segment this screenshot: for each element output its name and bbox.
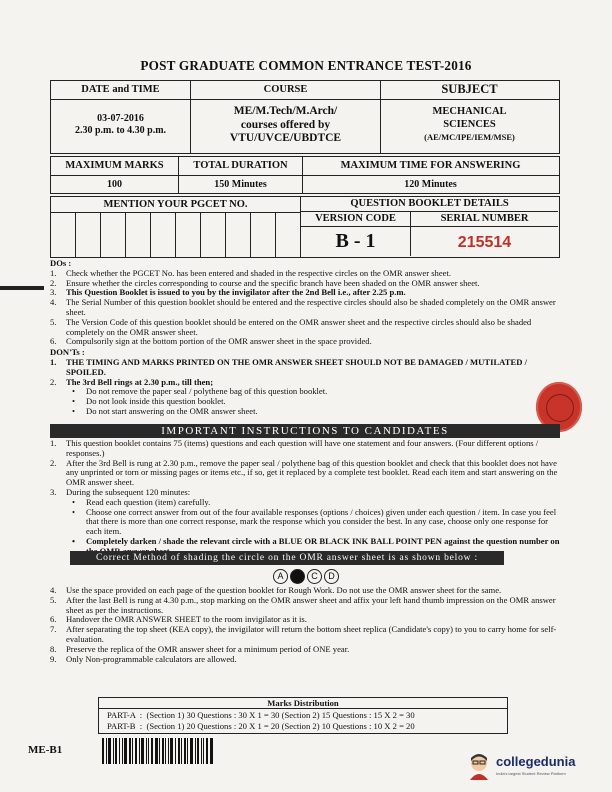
pgcet-digit-box[interactable] <box>76 213 101 257</box>
avatar-icon <box>466 752 492 780</box>
max-time-label: MAXIMUM TIME FOR ANSWERING <box>340 160 521 171</box>
exam-time: 2.30 p.m. to 4.30 p.m. <box>74 125 167 136</box>
pgcet-digit-box[interactable] <box>201 213 226 257</box>
subject-line-3: (AE/MC/IPE/IEM/MSE) <box>424 132 515 142</box>
subject-line-2: SCIENCES <box>443 119 496 130</box>
collegedunia-watermark <box>466 752 606 782</box>
list-item: 3. During the subsequent 120 minutes: <box>50 486 191 497</box>
pgcet-digit-box[interactable] <box>101 213 126 257</box>
version-code-label: VERSION CODE <box>301 212 411 226</box>
course-line-3: VTU/UVCE/UBDTCE <box>229 132 342 144</box>
total-duration-value: 150 Minutes <box>179 176 303 193</box>
pgcet-digit-box[interactable] <box>276 213 298 257</box>
exam-date: 03-07-2016 <box>97 113 144 124</box>
list-item: 6. Compulsorily sign at the bottom portion of the OMR answer sheet in the space provided. <box>50 336 372 347</box>
list-item: 2. After the 3rd Bell is rung at 2.30 p.m., remove the paper seal / polythene bag of this question booklet and check that this booklet does not have any unprinted or torn or missing pages or items etc., if so, get it replaced by a complete test booklet. Read each item and start answering on the OMR answer sheet. <box>50 457 558 488</box>
barcode <box>102 738 222 764</box>
donts-heading: DON'Ts : <box>50 347 85 358</box>
pgcet-digit-box[interactable] <box>126 213 151 257</box>
list-item: 4. The Serial Number of this question booklet should be entered and the respective circles should also be shaded completely on the OMR answer sheet. <box>50 297 556 317</box>
course-line-2: courses offered by <box>240 118 331 131</box>
pgcet-label: MENTION YOUR PGCET NO. <box>51 197 300 213</box>
part-a-row: PART-A : (Section 1) 30 Questions : 30 X 1 = 30 (Section 2) 15 Questions : 15 X 2 = 30 <box>107 710 415 720</box>
instructions-heading: IMPORTANT INSTRUCTIONS TO CANDIDATES <box>50 424 560 438</box>
max-marks-value: 100 <box>51 176 179 193</box>
option-bubble: A <box>273 569 288 584</box>
subject-label: SUBJECT <box>441 82 498 96</box>
brand-tagline: India's largest Student Review Platform <box>496 771 566 776</box>
subject-line-1: MECHANICAL <box>432 106 507 117</box>
list-item: 1. THE TIMING AND MARKS PRINTED ON THE OMR ANSWER SHEET SHOULD NOT BE DAMAGED / MUTILATED / SPOILED. <box>50 356 527 377</box>
bullet-item: • Choose one correct answer from out of the four available responses (options / choices) given under each question / item. In case you feel that there is more than one correct response, mark the response which you consider the best. In any case, choose only one response for each item. <box>72 506 557 537</box>
max-marks-label: MAXIMUM MARKS <box>51 157 179 175</box>
serial-number-value: 215514 <box>457 234 512 251</box>
option-bubble: C <box>307 569 322 584</box>
version-code-value: B - 1 <box>301 227 411 256</box>
bullet-item: • Completely darken / shade the relevant circle with a BLUE OR BLACK INK BALL POINT PEN against the question number on <box>72 535 560 546</box>
pgcet-digit-box[interactable] <box>51 213 76 257</box>
pgcet-booklet-table <box>50 196 560 258</box>
max-time-value: 120 Minutes <box>404 179 457 190</box>
course-line-1: ME/M.Tech/M.Arch/ <box>233 105 338 117</box>
list-item: 1. This question booklet contains 75 (items) questions and each question will have one statement and four answers. (Four different options / responses.) <box>50 438 539 458</box>
filled-bubble: B <box>290 569 305 584</box>
serial-number-label: SERIAL NUMBER <box>440 213 529 224</box>
list-item: 6. Handover the OMR ANSWER SHEET to the room invigilator as it is. <box>50 614 307 625</box>
list-item: 4. Use the space provided on each page of the question booklet for Rough Work. Do not use the OMR answer sheet for the same. <box>50 585 502 595</box>
booklet-details-label: QUESTION BOOKLET DETAILS <box>301 197 558 212</box>
part-b-row: PART-B : (Section 1) 20 Questions : 20 X 1 = 20 (Section 2) 10 Questions : 10 X 2 = 20 <box>107 721 415 731</box>
option-bubble: D <box>324 569 339 584</box>
instructions-section <box>50 439 562 557</box>
course-label: COURSE <box>191 81 381 99</box>
pgcet-entry-boxes[interactable] <box>51 213 300 257</box>
header-table <box>50 80 560 154</box>
list-item: 5. After the last Bell is rung at 4.30 p.m., stop marking on the OMR answer sheet and affix your left hand thumb impression on the OMR answer sheet as per the instructions. <box>50 594 556 615</box>
list-item: 2. Ensure whether the circles corresponding to course and the specific branch have been shaded on the OMR answer sheet. <box>50 277 480 288</box>
pgcet-digit-box[interactable] <box>251 213 276 257</box>
list-item: 3. This Question Booklet is issued to you by the invigilator after the 2nd Bell i.e., after 2.25 p.m. <box>50 287 406 298</box>
edge-mark <box>0 286 44 290</box>
list-item: 7. After separating the top sheet (KEA copy), the invigilator will return the bottom sheet replica (Candidate's copy) to you to carry home for self-evaluation. <box>50 624 557 644</box>
list-item: 1. Check whether the PGCET No. has been entered and shaded in the respective circles on the OMR answer sheet. <box>50 267 452 278</box>
pgcet-digit-box[interactable] <box>176 213 201 257</box>
shading-method-bar: Correct Method of shading the circle on the OMR answer sheet is as shown below : <box>70 551 504 565</box>
brand-name: collegedunia <box>496 754 576 769</box>
bullet-item: • Read each question (item) carefully. <box>72 496 211 507</box>
exam-title: POST GRADUATE COMMON ENTRANCE TEST-2016 <box>140 58 472 73</box>
instructions-section-2 <box>50 586 562 664</box>
marks-distribution-box <box>98 697 508 734</box>
bullet-item: • Do not start answering on the OMR answer sheet. <box>72 405 258 416</box>
list-item: 5. The Version Code of this question booklet should be entered on the OMR answer sheet and the respective circles should also be shaded completely on the OMR answer sheet. <box>50 316 532 337</box>
marks-distribution-heading: Marks Distribution <box>99 698 507 709</box>
bullet-item: • Do not look inside this question booklet. <box>72 396 226 407</box>
bullet-item: • Do not remove the paper seal / polythene bag of this question booklet. <box>72 386 328 397</box>
list-item: 8. Preserve the replica of the OMR answer sheet for a minimum period of ONE year. <box>50 643 350 654</box>
list-item: 9. Only Non-programmable calculators are allowed. <box>50 653 237 664</box>
dos-heading: DOs : <box>50 258 72 268</box>
pgcet-digit-box[interactable] <box>226 213 251 257</box>
bubble-example <box>0 566 612 584</box>
pgcet-digit-box[interactable] <box>151 213 176 257</box>
list-item: 2. The 3rd Bell rings at 2.30 p.m., till then; <box>50 376 214 387</box>
total-duration-label: TOTAL DURATION <box>179 157 303 175</box>
date-time-label: DATE and TIME <box>51 81 191 99</box>
booklet-code: ME-B1 <box>28 744 63 756</box>
marks-table <box>50 156 560 194</box>
dos-section <box>50 259 562 417</box>
